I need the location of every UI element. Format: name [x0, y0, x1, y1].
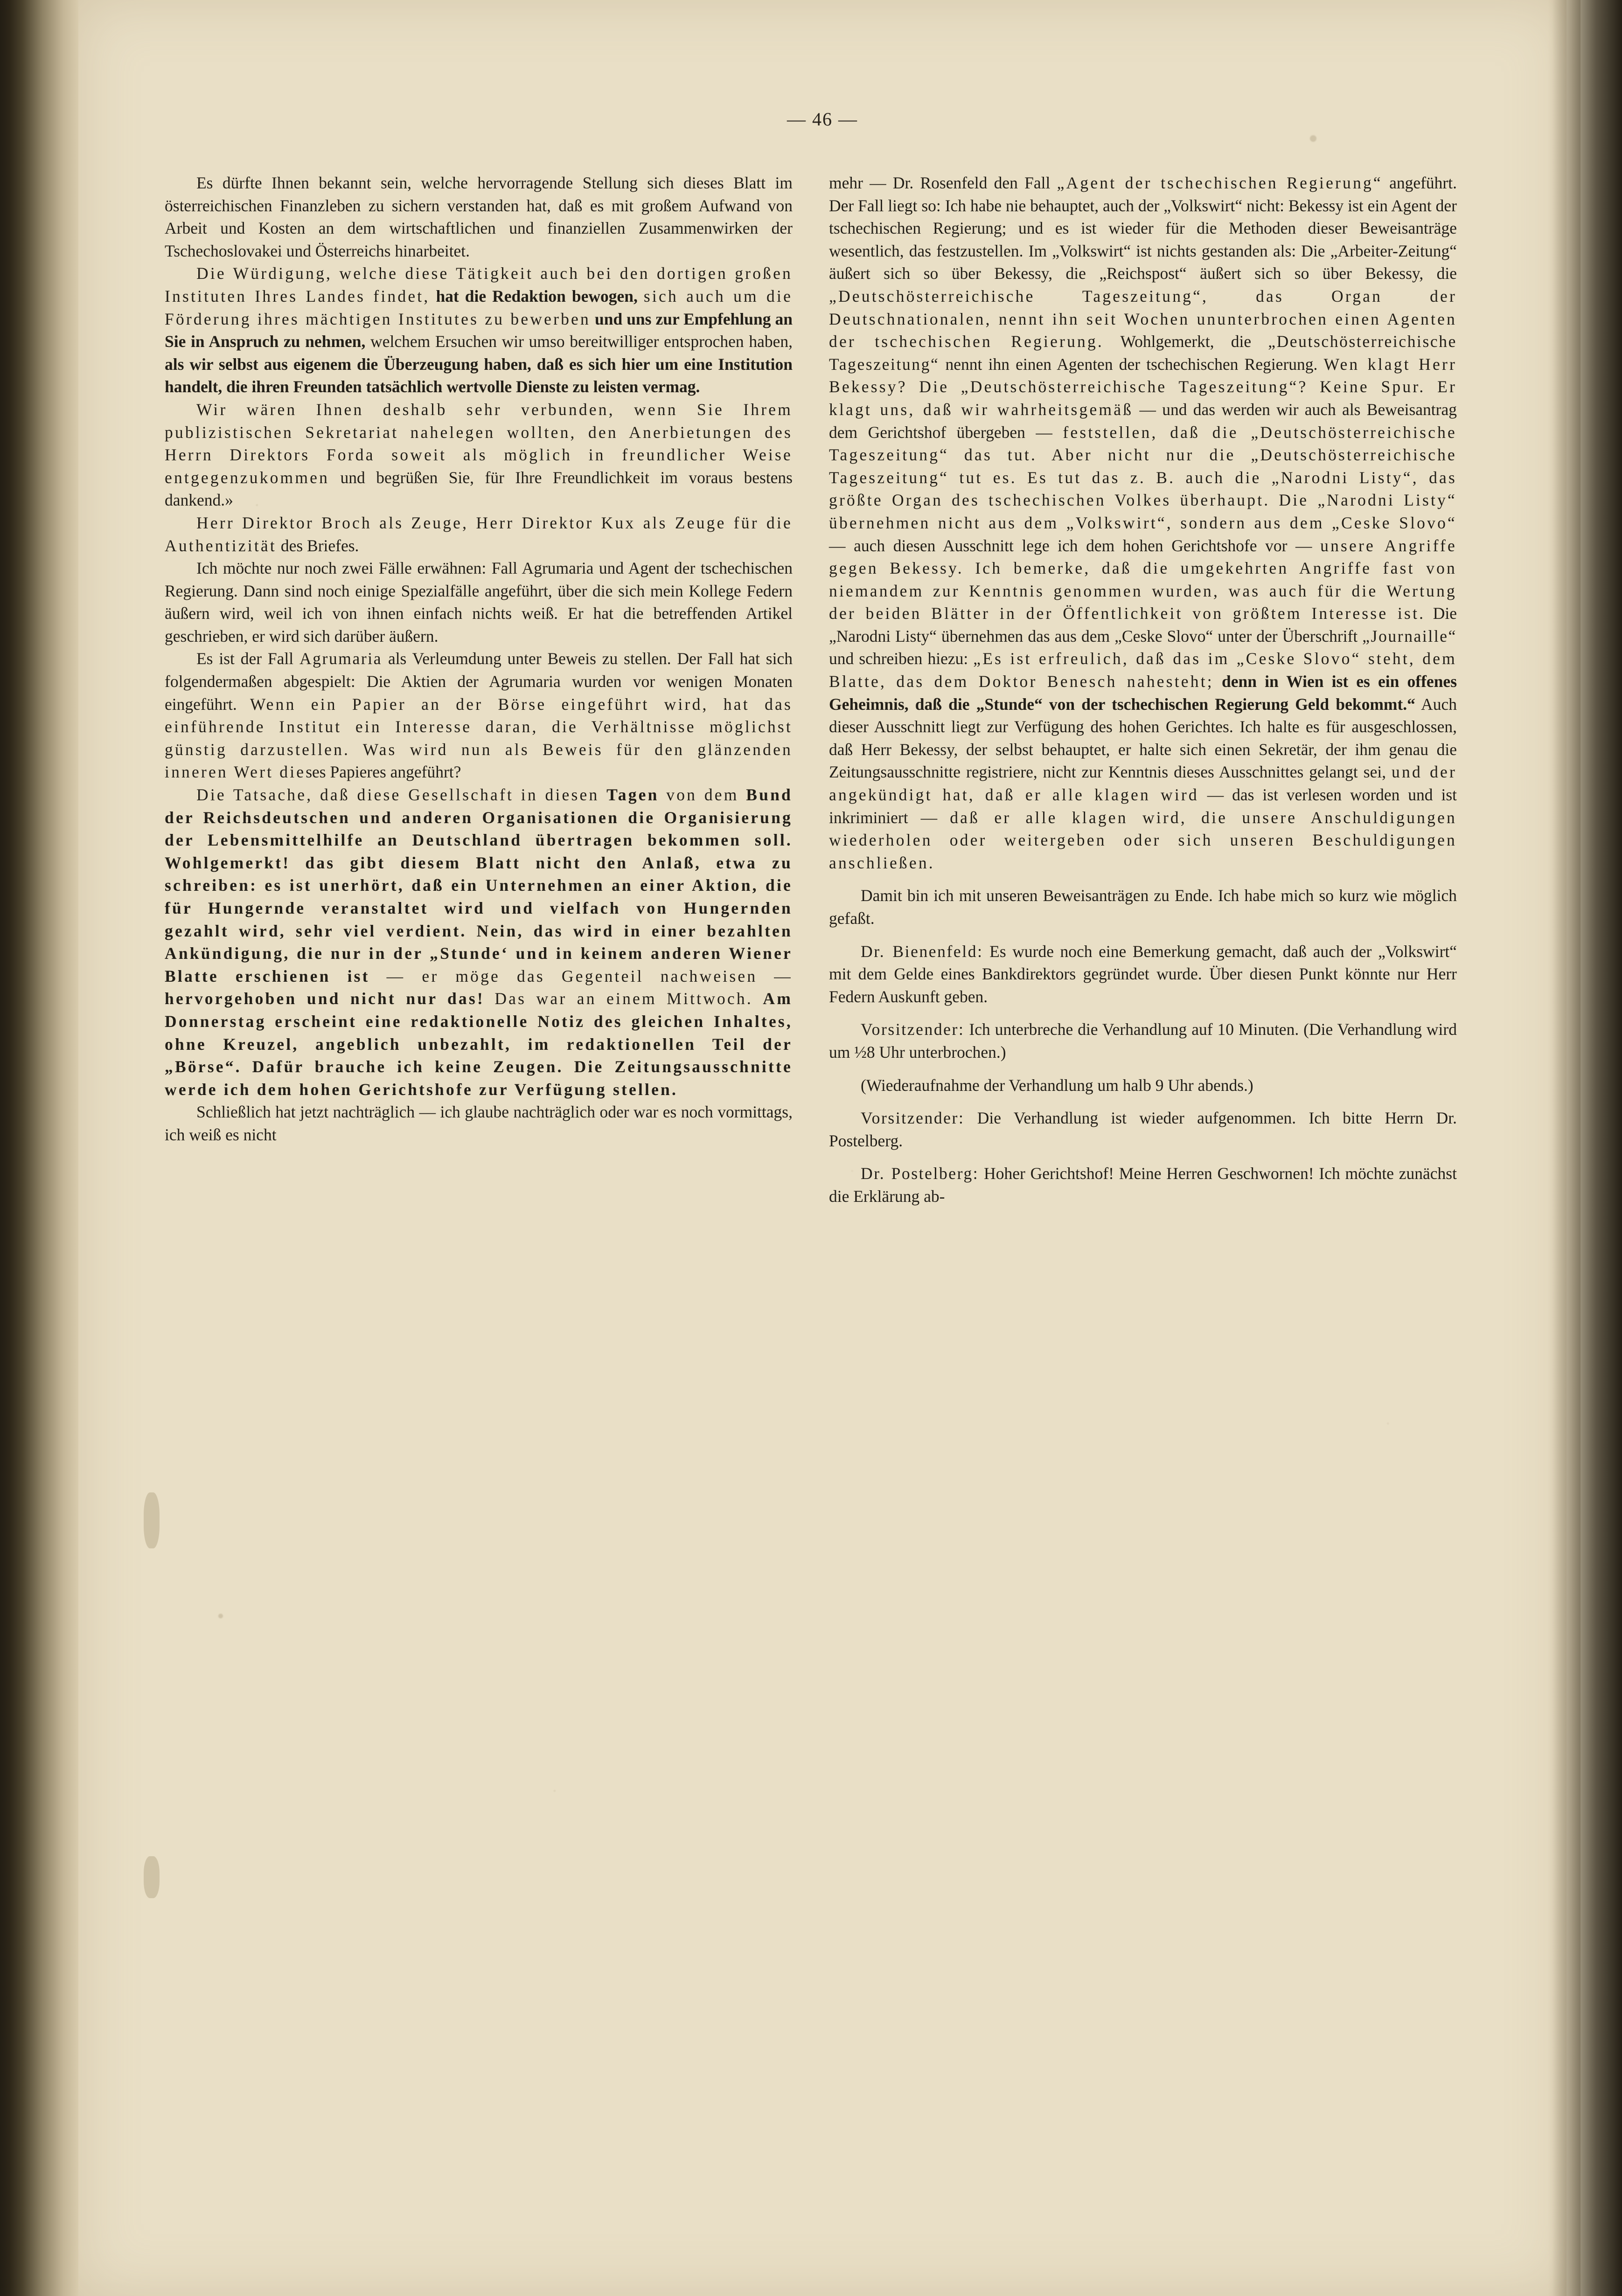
document-page	[78, 0, 1566, 2296]
paragraph: Dr. Postelberg: Hoher Gerichtshof! Meine Herren Geschwornen! Ich möchte zunächst die Erklärung ab-	[829, 1164, 1457, 1206]
paragraph: Herr Direktor Broch als Zeuge, Herr Direktor Kux als Zeuge für die Authentizität des Briefes.	[165, 513, 793, 555]
right-dark-edge	[1552, 0, 1622, 2296]
right-column	[829, 172, 1457, 1208]
edge-tear	[144, 1492, 160, 1548]
paragraph: Die Würdigung, welche diese Tätigkeit auch bei den dortigen großen Instituten Ihres Landes findet, hat die Redaktion bewogen, sich auch um die Förderung ihres mächtigen Institutes zu bewerben und uns zur Empfehlung an Sie in Anspruch zu nehmen, welchem Ersuchen wir umso bereitwilliger entsprochen haben, als wir selbst aus eigenem die Überzeugung haben, daß es sich hier um eine Institution handelt, die ihren Freunden tatsächlich wertvolle Dienste zu leisten vermag.	[165, 264, 793, 396]
page-number: — 46 —	[787, 109, 858, 130]
paragraph: (Wiederaufnahme der Verhandlung um halb 9 Uhr abends.)	[861, 1075, 1253, 1095]
paragraph: Es dürfte Ihnen bekannt sein, welche hervorragende Stellung sich dieses Blatt im österreichischen Finanzleben zu sichern verstanden hat, daß es mit großem Aufwand von Arbeit und Kosten an dem wirtschaftlichen und finanziellen Zusammenwirken der Tschechoslovakei und Österreichs hinarbeitet.	[165, 173, 793, 260]
paragraph: Vorsitzender: Ich unterbreche die Verhandlung auf 10 Minuten. (Die Verhandlung wird um ½8 Uhr unterbrochen.)	[829, 1020, 1457, 1061]
paragraph: Es ist der Fall Agrumaria als Verleumdung unter Beweis zu stellen. Der Fall hat sich folgendermaßen abgespielt: Die Aktien der Agrumaria wurden vor wenigen Monaten eingeführt. Wenn ein Papier an der Börse eingeführt wird, hat das einführende Institut ein Interesse daran, die Verhältnisse möglichst günstig darzustellen. Was wird nun als Beweis für den glänzenden inneren Wert dieses Papieres angeführt?	[165, 649, 793, 782]
paragraph: Die Tatsache, daß diese Gesellschaft in diesen Tagen von dem Bund der Reichsdeutschen und anderen Organisationen die Organisierung der Lebensmittelhilfe an Deutschland übertragen bekommen soll. Wohlgemerkt! das gibt diesem Blatt nicht den Anlaß, etwa zu schreiben: es ist unerhört, daß ein Unternehmen an einer Aktion, die für Hungernde veranstaltet wird und vielfach von Hungernden gezahlt wird, sehr viel verdient. Nein, das wird in einer bezahlten Ankündigung, die nur in der „Stunde‘ und in keinem anderen Wiener Blatte erschienen ist — er möge das Gegenteil nachweisen — hervorgehoben und nicht nur das! Das war an einem Mittwoch. Am Donnerstag erscheint eine redaktionelle Notiz des gleichen Inhaltes, ohne Kreuzel, angeblich unbezahlt, im redaktionellen Teil der „Börse“. Dafür brauche ich keine Zeugen. Die Zeitungsausschnitte werde ich dem hohen Gerichtshofe zur Verfügung stellen.	[165, 785, 793, 1099]
paragraph: Schließlich hat jetzt nachträglich — ich glaube nachträglich oder war es noch vormittags, ich weiß es nicht	[165, 1103, 793, 1144]
edge-tear	[144, 1856, 160, 1898]
paragraph: Ich möchte nur noch zwei Fälle erwähnen: Fall Agrumaria und Agent der tschechischen Regierung. Dann sind noch einige Spezialfälle angeführt, über die sich mein Kollege Federn äußern wird, weil ich von ihnen einfach nichts weiß. Er hat die betreffenden Artikel geschrieben, er wird sich darüber äußern.	[165, 559, 793, 645]
paragraph: Wir wären Ihnen deshalb sehr verbunden, wenn Sie Ihrem publizistischen Sekretariat nahelegen wollten, den Anerbietungen des Herrn Direktors Forda soweit als möglich in freundlicher Weise entgegenzukommen und begrüßen Sie, für Ihre Freundlichkeit im voraus bestens dankend.»	[165, 400, 793, 510]
paper-blemish	[1310, 135, 1316, 142]
paragraph: mehr — Dr. Rosenfeld den Fall „Agent der tschechischen Regierung“ angeführt. Der Fall liegt so: Ich habe nie behauptet, auch der „Volkswirt“ nicht: Bekessy ist ein Agent der tschechischen Regierung; und es ist wieder für die Methoden dieser Beweisanträge wesentlich, das festzustellen. Im „Volkswirt“ ist nichts gestanden als: Die „Arbeiter-Zeitung“ äußert sich so über Bekessy, die „Reichspost“ äußert sich so über Bekessy, die „Deutschösterreichische Tageszeitung“, das Organ der Deutschnationalen, nennt ihn seit Wochen ununterbrochen einen Agenten der tschechischen Regierung. Wohlgemerkt, die „Deutschösterreichische Tageszeitung“ nennt ihn einen Agenten der tschechischen Regierung. Wen klagt Herr Bekessy? Die „Deutschösterreichische Tageszeitung“? Keine Spur. Er klagt uns, daß wir wahrheitsgemäß — und das werden wir auch als Beweisantrag dem Gerichtshof übergeben — feststellen, daß die „Deutschösterreichische Tageszeitung“ das tut. Aber nicht nur die „Deutschösterreichische Tageszeitung“ tut es. Es tut das z. B. auch die „Narodni Listy“, das größte Organ des tschechischen Volkes überhaupt. Die „Narodni Listy“ übernehmen nicht aus dem „Volkswirt“, sondern aus dem „Ceske Slovo“ — auch diesen Ausschnitt lege ich dem hohen Gerichtshofe vor — unsere Angriffe gegen Bekessy. Ich bemerke, daß die umgekehrten Angriffe fast von niemandem zur Kenntnis genommen wurden, was auch für die Wertung der beiden Blätter in der Öffentlichkeit von größtem Interesse ist. Die „Narodni Listy“ übernehmen das aus dem „Ceske Slovo“ unter der Überschrift „Journaille“ und schreiben hiezu: „Es ist erfreulich, daß das im „Ceske Slovo“ steht, dem Blatte, das dem Doktor Benesch nahesteht; denn in Wien ist es ein offenes Geheimnis, daß die „Stunde“ von der tschechischen Regierung Geld bekommt.“ Auch dieser Ausschnitt liegt zur Verfügung des hohen Gerichtes. Ich halte es für ausgeschlossen, daß Herr Bekessy, der selbst behauptet, er halte sich einen Sekretär, der ihm genau die Zeitungsausschnitte registriere, nicht zur Kenntnis dieses Ausschnittes gelangt sei, und der angekündigt hat, daß er alle klagen wird — das ist verlesen worden und ist inkriminiert — daß er alle klagen wird, die unsere Anschuldigungen wiederholen oder weitergeben oder sich unseren Beschuldigungen anschließen.	[829, 173, 1457, 872]
paragraph: Damit bin ich mit unseren Beweisanträgen zu Ende. Ich habe mich so kurz wie möglich gefaßt.	[829, 886, 1457, 928]
paragraph: Dr. Bienenfeld: Es wurde noch eine Bemerkung gemacht, daß auch der „Volkswirt“ mit dem Gelde eines Bankdirektors gegründet wurde. Über diesen Punkt könnte nur Herr Federn Auskunft geben.	[829, 942, 1457, 1006]
paper-blemish	[218, 1614, 223, 1618]
text-columns	[165, 172, 1457, 1208]
left-column	[165, 172, 793, 1208]
paragraph: Vorsitzender: Die Verhandlung ist wieder aufgenommen. Ich bitte Herrn Dr. Postelberg.	[829, 1109, 1457, 1150]
